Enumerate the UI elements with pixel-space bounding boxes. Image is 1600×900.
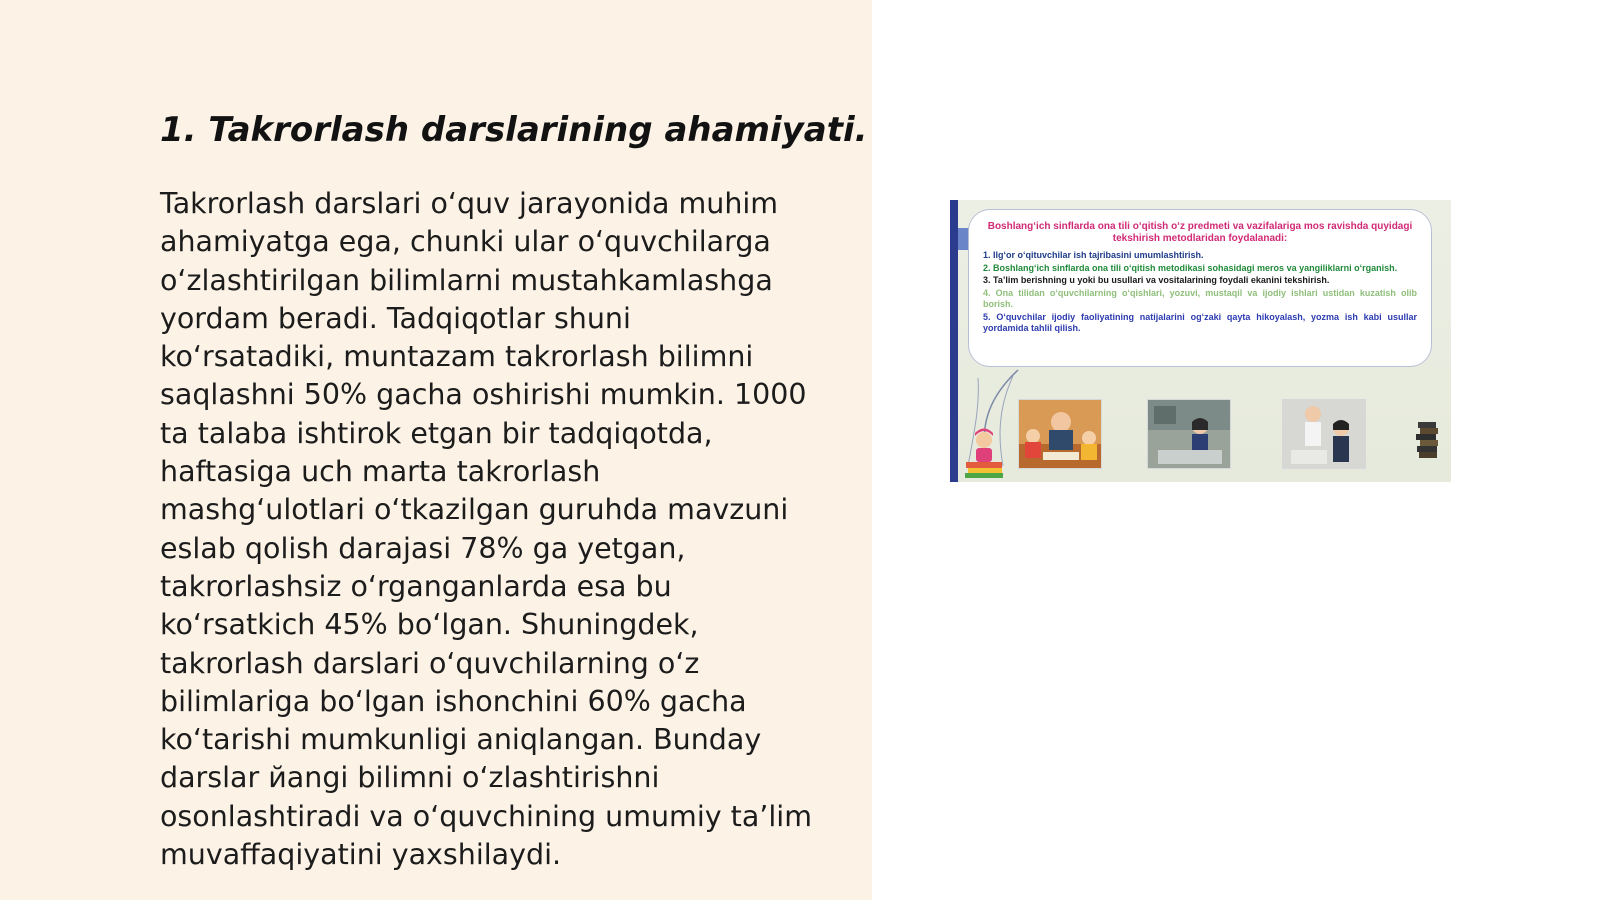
figure-side-bar [950,200,958,482]
classroom-photo-2 [1147,399,1231,469]
body-line: mashg‘ulotlari o‘tkazilgan guruhda mavzuni [160,493,789,527]
figure-title: Boshlang‘ich sinflarda ona tili o‘qitish o‘z predmeti va vazifalariga mos ravishda quyidagi tekshirish metodlaridan foydalanadi: [987,221,1413,244]
figure-list-item: 5. O‘quvchilar ijodiy faoliyatining natijalarini og‘zaki qayta hikoyalash, yozma ish kabi usullar yordamida tahlil qilish. [983,311,1417,333]
body-line: osonlashtiradi va o‘quvchining umumiy ta’lim [160,799,812,833]
figure-info-card [968,209,1432,367]
figure-list-item: 3. Ta’lim berishning u yoki bu usullari va vositalarining foydali ekanini tekshirish. [983,275,1330,285]
body-line: takrorlash darslari o‘quvchilarning o‘z [160,646,700,680]
body-line: ko‘rsatadiki, muntazam takrorlash bilimni [160,340,754,374]
figure-list [983,250,1417,335]
child-reading-icon [962,422,1008,478]
figure-list-item: 4. Ona tilidan o‘quvchilarning o‘qishlari, yozuvi, mustaqil va ijodiy ishlari ustidan kuzatish olib borish. [983,287,1417,309]
body-line: eslab qolish darajasi 78% ga yetgan, [160,531,686,565]
body-line: haftasiga uch marta takrorlash [160,455,601,489]
body-line: ko‘rsatkich 45% bo‘lgan. Shuningdek, [160,608,699,642]
body-line: muvaffaqiyatini yaxshilaydi. [160,838,562,872]
body-line: bilimlariga bo‘lgan ishonchini 60% gacha [160,684,747,718]
classroom-photo-1 [1018,399,1102,469]
body-line: darslar йangi bilimni o‘zlashtirishni [160,761,660,795]
body-line: ahamiyatga ega, chunki ular o‘quvchilarga [160,225,771,259]
body-line: ko‘tarishi mumkunligi aniqlangan. Bunday [160,723,762,757]
classroom-photo-3 [1282,399,1366,469]
body-line: saqlashni 50% gacha oshirishi mumkin. 1000 [160,378,807,412]
body-line: ta talaba ishtirok etgan bir tadqiqotda, [160,416,713,450]
figure-list-item: 2. Boshlang‘ich sinflarda ona tili o‘qitish metodikasi sohasidagi meros va yangiliklarni o‘rganish. [983,262,1398,273]
body-line: Takrorlash darslari o‘quv jarayonida muhim [160,187,779,220]
books-stack-icon [1414,420,1442,460]
slide-body-text [160,185,850,874]
slide-figure [950,200,1451,482]
body-line: o‘zlashtirilgan bilimlarni mustahkamlashga [160,263,773,297]
body-line: takrorlashsiz o‘rganganlarda esa bu [160,569,672,603]
figure-list-item: 1. Ilg‘or o‘qituvchilar ish tajribasini umumlashtirish. [983,250,1204,260]
slide-heading: 1. Takrorlash darslarining ahamiyati. [160,110,868,150]
body-line: yordam beradi. Tadqiqotlar shuni [160,301,631,335]
